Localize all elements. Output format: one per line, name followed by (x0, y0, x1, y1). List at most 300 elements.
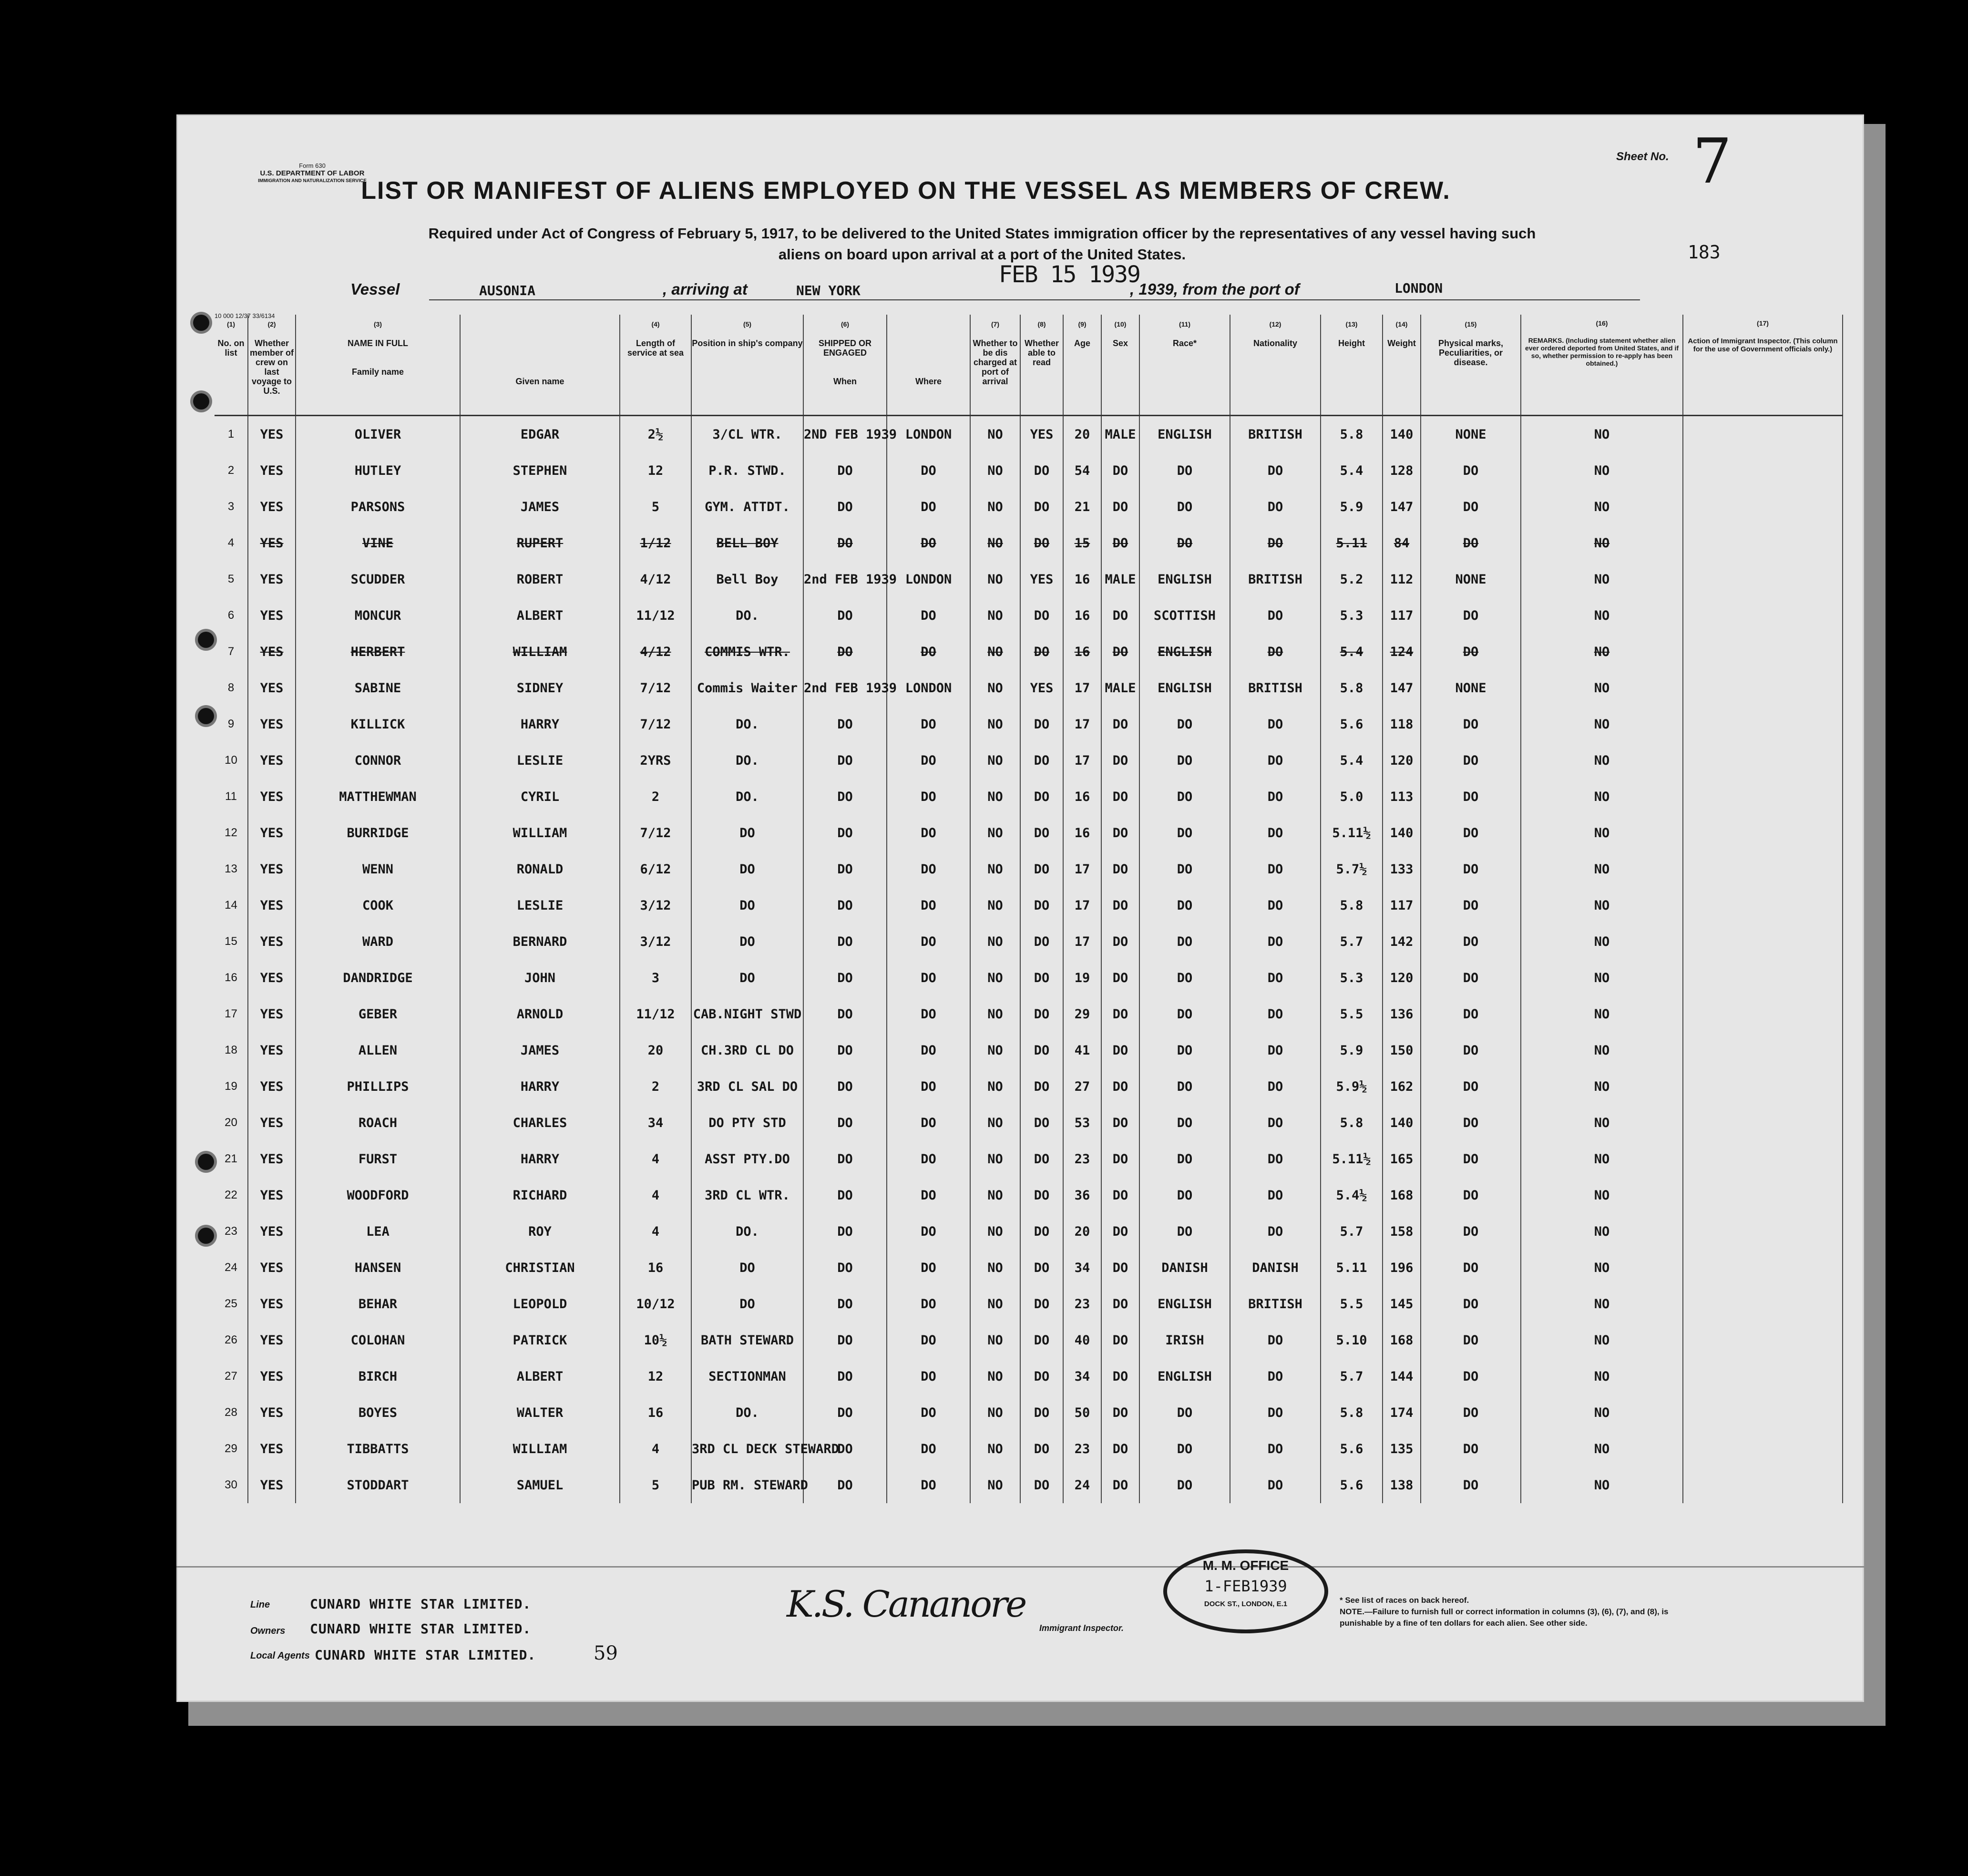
cell-height: 5.4 (1321, 452, 1383, 489)
cell-age: 34 (1063, 1358, 1101, 1394)
cell-given-name: SAMUEL (460, 1467, 620, 1503)
cell-able-to-read: DO (1020, 1394, 1063, 1431)
cell-last-voyage: YES (248, 1286, 296, 1322)
cell-length-of-service: 10/12 (620, 1286, 691, 1322)
cell-inspector-action (1683, 1213, 1843, 1250)
page-number: 183 (1688, 242, 1721, 263)
cell-shipped-where: DO (887, 815, 970, 851)
cell-shipped-when: DO (803, 634, 887, 670)
cell-inspector-action (1683, 670, 1843, 706)
cell-shipped-where: DO (887, 706, 970, 742)
cell-position: DO. (691, 742, 803, 779)
cell-physical-marks: DO (1421, 923, 1521, 960)
cell-physical-marks: NONE (1421, 670, 1521, 706)
table-row (215, 1177, 1843, 1213)
cell-weight: 117 (1383, 597, 1421, 634)
cell-given-name: HARRY (460, 706, 620, 742)
cell-inspector-action (1683, 561, 1843, 597)
cell-last-voyage: YES (248, 815, 296, 851)
cell-discharged: NO (970, 1358, 1020, 1394)
cell-sex: DO (1101, 1213, 1139, 1250)
cell-remarks: NO (1521, 1213, 1683, 1250)
cell-last-voyage: YES (248, 1467, 296, 1503)
cell-weight: 133 (1383, 851, 1421, 887)
cell-length-of-service: 7/12 (620, 706, 691, 742)
binder-hole (193, 315, 209, 331)
subtitle-line-2: aliens on board upon arrival at a port of the United States. (778, 246, 1186, 263)
cell-last-voyage: YES (248, 1322, 296, 1358)
cell-inspector-action (1683, 742, 1843, 779)
cell-physical-marks: DO (1421, 960, 1521, 996)
cell-race: DO (1139, 1431, 1230, 1467)
cell-inspector-action (1683, 1105, 1843, 1141)
cell-family-name: WARD (296, 923, 460, 960)
cell-height: 5.9½ (1321, 1068, 1383, 1105)
cell-nationality: DO (1230, 851, 1321, 887)
cell-weight: 165 (1383, 1141, 1421, 1177)
cell-nationality: BRITISH (1230, 416, 1321, 453)
cell-row-number: 1 (215, 416, 248, 453)
cell-position: BATH STEWARD (691, 1322, 803, 1358)
cell-age: 17 (1063, 706, 1101, 742)
cell-family-name: HANSEN (296, 1250, 460, 1286)
cell-sex: DO (1101, 742, 1139, 779)
cell-discharged: NO (970, 452, 1020, 489)
cell-race: DO (1139, 996, 1230, 1032)
cell-inspector-action (1683, 597, 1843, 634)
from-port: LONDON (1394, 280, 1443, 296)
cell-position: DO PTY STD (691, 1105, 803, 1141)
cell-able-to-read: DO (1020, 1431, 1063, 1467)
cell-inspector-action (1683, 452, 1843, 489)
cell-race: DO (1139, 1105, 1230, 1141)
cell-inspector-action (1683, 1286, 1843, 1322)
col-header-age: (9) Age (1063, 315, 1101, 416)
cell-discharged: NO (970, 851, 1020, 887)
cell-remarks: NO (1521, 887, 1683, 923)
cell-physical-marks: DO (1421, 779, 1521, 815)
cell-position: COMMIS WTR. (691, 634, 803, 670)
cell-able-to-read: DO (1020, 923, 1063, 960)
cell-able-to-read: DO (1020, 779, 1063, 815)
cell-age: 17 (1063, 887, 1101, 923)
cell-shipped-where: DO (887, 1032, 970, 1068)
cell-weight: 144 (1383, 1358, 1421, 1394)
cell-able-to-read: DO (1020, 597, 1063, 634)
cell-given-name: JAMES (460, 1032, 620, 1068)
table-row (215, 996, 1843, 1032)
cell-inspector-action (1683, 489, 1843, 525)
cell-shipped-when: DO (803, 525, 887, 561)
cell-length-of-service: 3 (620, 960, 691, 996)
cell-given-name: BERNARD (460, 923, 620, 960)
cell-physical-marks: DO (1421, 1286, 1521, 1322)
cell-race: ENGLISH (1139, 670, 1230, 706)
cell-sex: DO (1101, 779, 1139, 815)
cell-physical-marks: NONE (1421, 416, 1521, 453)
cell-physical-marks: DO (1421, 1177, 1521, 1213)
cell-length-of-service: 2 (620, 1068, 691, 1105)
cell-age: 29 (1063, 996, 1101, 1032)
cell-nationality: DO (1230, 525, 1321, 561)
cell-shipped-when: DO (803, 1177, 887, 1213)
cell-physical-marks: DO (1421, 1213, 1521, 1250)
agents-value: CUNARD WHITE STAR LIMITED. (315, 1647, 536, 1663)
cell-shipped-when: DO (803, 597, 887, 634)
cell-nationality: DO (1230, 887, 1321, 923)
cell-shipped-when: 2ND FEB 1939 (803, 416, 887, 453)
cell-shipped-where: DO (887, 1394, 970, 1431)
cell-physical-marks: DO (1421, 706, 1521, 742)
cell-length-of-service: 10½ (620, 1322, 691, 1358)
cell-shipped-when: DO (803, 706, 887, 742)
cell-inspector-action (1683, 960, 1843, 996)
cell-shipped-when: DO (803, 1032, 887, 1068)
cell-shipped-when: DO (803, 452, 887, 489)
cell-remarks: NO (1521, 561, 1683, 597)
cell-family-name: STODDART (296, 1467, 460, 1503)
table-row (215, 634, 1843, 670)
cell-remarks: NO (1521, 452, 1683, 489)
vessel-label: Vessel (350, 280, 400, 298)
cell-remarks: NO (1521, 1068, 1683, 1105)
cell-height: 5.7 (1321, 923, 1383, 960)
cell-given-name: CYRIL (460, 779, 620, 815)
cell-position: DO (691, 851, 803, 887)
cell-shipped-where: DO (887, 1358, 970, 1394)
cell-discharged: NO (970, 634, 1020, 670)
cell-able-to-read: YES (1020, 416, 1063, 453)
cell-shipped-when: 2nd FEB 1939 (803, 561, 887, 597)
cell-physical-marks: DO (1421, 742, 1521, 779)
cell-last-voyage: YES (248, 670, 296, 706)
table-row (215, 706, 1843, 742)
cell-shipped-when: DO (803, 996, 887, 1032)
cell-position: DO. (691, 779, 803, 815)
cell-weight: 140 (1383, 416, 1421, 453)
cell-discharged: NO (970, 742, 1020, 779)
cell-nationality: DO (1230, 815, 1321, 851)
cell-discharged: NO (970, 1177, 1020, 1213)
cell-physical-marks: DO (1421, 1141, 1521, 1177)
cell-sex: MALE (1101, 416, 1139, 453)
binder-hole (198, 708, 214, 724)
cell-nationality: DANISH (1230, 1250, 1321, 1286)
crew-rows (215, 416, 1843, 1504)
cell-inspector-action (1683, 634, 1843, 670)
cell-sex: DO (1101, 1068, 1139, 1105)
cell-position: DO (691, 960, 803, 996)
cell-sex: DO (1101, 1177, 1139, 1213)
cell-length-of-service: 1/12 (620, 525, 691, 561)
cell-position: DO (691, 1250, 803, 1286)
cell-inspector-action (1683, 1394, 1843, 1431)
cell-able-to-read: YES (1020, 561, 1063, 597)
cell-age: 17 (1063, 670, 1101, 706)
cell-length-of-service: 5 (620, 489, 691, 525)
cell-nationality: DO (1230, 1177, 1321, 1213)
cell-position: CH.3RD CL DO (691, 1032, 803, 1068)
cell-remarks: NO (1521, 489, 1683, 525)
cell-shipped-when: 2nd FEB 1939 (803, 670, 887, 706)
cell-race: DO (1139, 815, 1230, 851)
cell-length-of-service: 3/12 (620, 887, 691, 923)
owners-value: CUNARD WHITE STAR LIMITED. (310, 1621, 532, 1637)
cell-shipped-when: DO (803, 489, 887, 525)
cell-family-name: MONCUR (296, 597, 460, 634)
cell-sex: DO (1101, 1105, 1139, 1141)
cell-weight: 118 (1383, 706, 1421, 742)
cell-weight: 135 (1383, 1431, 1421, 1467)
cell-shipped-where: DO (887, 1141, 970, 1177)
col-header-nationality: (12) Nationality (1230, 315, 1321, 416)
cell-last-voyage: YES (248, 960, 296, 996)
race-note: * See list of races on back hereof. (1340, 1596, 1469, 1605)
cell-last-voyage: YES (248, 1250, 296, 1286)
cell-family-name: COLOHAN (296, 1322, 460, 1358)
col-header-race: (11) Race* (1139, 315, 1230, 416)
cell-last-voyage: YES (248, 1177, 296, 1213)
cell-age: 16 (1063, 815, 1101, 851)
cell-length-of-service: 4 (620, 1141, 691, 1177)
cell-able-to-read: DO (1020, 706, 1063, 742)
cell-last-voyage: YES (248, 923, 296, 960)
cell-height: 5.4½ (1321, 1177, 1383, 1213)
cell-given-name: WILLIAM (460, 1431, 620, 1467)
cell-able-to-read: DO (1020, 1467, 1063, 1503)
table-row (215, 742, 1843, 779)
cell-able-to-read: DO (1020, 851, 1063, 887)
cell-age: 50 (1063, 1394, 1101, 1431)
cell-family-name: WOODFORD (296, 1177, 460, 1213)
cell-able-to-read: DO (1020, 996, 1063, 1032)
cell-last-voyage: YES (248, 1213, 296, 1250)
table-row (215, 923, 1843, 960)
cell-shipped-where: DO (887, 597, 970, 634)
cell-row-number: 13 (215, 851, 248, 887)
cell-able-to-read: DO (1020, 1250, 1063, 1286)
cell-family-name: FURST (296, 1141, 460, 1177)
cell-row-number: 15 (215, 923, 248, 960)
cell-remarks: NO (1521, 1467, 1683, 1503)
cell-discharged: NO (970, 597, 1020, 634)
cell-discharged: NO (970, 815, 1020, 851)
cell-age: 17 (1063, 923, 1101, 960)
cell-nationality: DO (1230, 1213, 1321, 1250)
cell-age: 41 (1063, 1032, 1101, 1068)
cell-nationality: DO (1230, 634, 1321, 670)
cell-last-voyage: YES (248, 996, 296, 1032)
cell-discharged: NO (970, 1322, 1020, 1358)
col-header-inspector-action: (17) Action of Immigrant Inspector. (This column for the use of Government officials only.) (1683, 315, 1843, 416)
line-label: Line (250, 1599, 270, 1610)
cell-able-to-read: DO (1020, 489, 1063, 525)
cell-discharged: NO (970, 1141, 1020, 1177)
cell-height: 5.3 (1321, 597, 1383, 634)
cell-length-of-service: 20 (620, 1032, 691, 1068)
cell-remarks: NO (1521, 597, 1683, 634)
cell-shipped-when: DO (803, 1068, 887, 1105)
table-row (215, 1467, 1843, 1503)
cell-family-name: COOK (296, 887, 460, 923)
cell-length-of-service: 7/12 (620, 815, 691, 851)
cell-shipped-where: LONDON (887, 416, 970, 453)
cell-discharged: NO (970, 1213, 1020, 1250)
cell-row-number: 4 (215, 525, 248, 561)
cell-family-name: LEA (296, 1213, 460, 1250)
cell-nationality: DO (1230, 1068, 1321, 1105)
cell-remarks: NO (1521, 670, 1683, 706)
cell-nationality: DO (1230, 597, 1321, 634)
form-number: Form 630 (299, 162, 326, 169)
cell-weight: 128 (1383, 452, 1421, 489)
cell-row-number: 11 (215, 779, 248, 815)
cell-last-voyage: YES (248, 416, 296, 453)
table-row (215, 1105, 1843, 1141)
cell-given-name: WALTER (460, 1394, 620, 1431)
cell-given-name: EDGAR (460, 416, 620, 453)
cell-physical-marks: DO (1421, 1105, 1521, 1141)
cell-inspector-action (1683, 887, 1843, 923)
cell-weight: 174 (1383, 1394, 1421, 1431)
cell-nationality: DO (1230, 1394, 1321, 1431)
cell-weight: 168 (1383, 1322, 1421, 1358)
cell-length-of-service: 4 (620, 1213, 691, 1250)
cell-race: ENGLISH (1139, 1358, 1230, 1394)
cell-able-to-read: DO (1020, 1068, 1063, 1105)
cell-family-name: SCUDDER (296, 561, 460, 597)
cell-able-to-read: DO (1020, 525, 1063, 561)
cell-row-number: 10 (215, 742, 248, 779)
cell-able-to-read: DO (1020, 1032, 1063, 1068)
crew-table (215, 315, 1843, 1503)
cell-remarks: NO (1521, 1358, 1683, 1394)
cell-last-voyage: YES (248, 1068, 296, 1105)
cell-given-name: CHARLES (460, 1105, 620, 1141)
cell-row-number: 29 (215, 1431, 248, 1467)
cell-remarks: NO (1521, 706, 1683, 742)
cell-height: 5.2 (1321, 561, 1383, 597)
cell-nationality: BRITISH (1230, 561, 1321, 597)
cell-race: DO (1139, 1394, 1230, 1431)
cell-height: 5.8 (1321, 416, 1383, 453)
cell-physical-marks: DO (1421, 1322, 1521, 1358)
cell-sex: DO (1101, 887, 1139, 923)
cell-weight: 145 (1383, 1286, 1421, 1322)
department-name: U.S. DEPARTMENT OF LABOR (260, 169, 365, 177)
cell-age: 20 (1063, 416, 1101, 453)
cell-sex: DO (1101, 1467, 1139, 1503)
cell-race: ENGLISH (1139, 1286, 1230, 1322)
cell-family-name: TIBBATTS (296, 1431, 460, 1467)
cell-length-of-service: 16 (620, 1394, 691, 1431)
cell-position: 3RD CL WTR. (691, 1177, 803, 1213)
cell-nationality: DO (1230, 452, 1321, 489)
cell-position: GYM. ATTDT. (691, 489, 803, 525)
col-header-remarks: (16) REMARKS. (Including statement whether alien ever ordered deported from United States, and if so, whether permission to re-apply has been obtained.) (1521, 315, 1683, 416)
cell-shipped-when: DO (803, 1213, 887, 1250)
cell-race: DO (1139, 960, 1230, 996)
cell-length-of-service: 7/12 (620, 670, 691, 706)
cell-row-number: 20 (215, 1105, 248, 1141)
table-row (215, 887, 1843, 923)
col-header-weight: (14) Weight (1383, 315, 1421, 416)
cell-shipped-where: DO (887, 1467, 970, 1503)
cell-nationality: BRITISH (1230, 1286, 1321, 1322)
cell-family-name: MATTHEWMAN (296, 779, 460, 815)
cell-shipped-where: DO (887, 779, 970, 815)
inspector-label: Immigrant Inspector. (1039, 1623, 1124, 1633)
cell-sex: DO (1101, 923, 1139, 960)
table-row (215, 960, 1843, 996)
cell-able-to-read: DO (1020, 1322, 1063, 1358)
cell-inspector-action (1683, 851, 1843, 887)
cell-race: ENGLISH (1139, 634, 1230, 670)
cell-given-name: CHRISTIAN (460, 1250, 620, 1286)
cell-shipped-where: DO (887, 634, 970, 670)
col-header-position: (5) Position in ship's company (691, 315, 803, 416)
cell-family-name: BOYES (296, 1394, 460, 1431)
cell-row-number: 18 (215, 1032, 248, 1068)
cell-given-name: PATRICK (460, 1322, 620, 1358)
cell-given-name: LESLIE (460, 742, 620, 779)
cell-remarks: NO (1521, 996, 1683, 1032)
agents-label: Local Agents (250, 1650, 310, 1661)
cell-discharged: NO (970, 561, 1020, 597)
cell-discharged: NO (970, 1250, 1020, 1286)
table-row (215, 561, 1843, 597)
cell-shipped-where: DO (887, 996, 970, 1032)
cell-family-name: PARSONS (296, 489, 460, 525)
cell-last-voyage: YES (248, 525, 296, 561)
cell-nationality: DO (1230, 706, 1321, 742)
cell-length-of-service: 11/12 (620, 996, 691, 1032)
cell-row-number: 7 (215, 634, 248, 670)
cell-able-to-read: DO (1020, 960, 1063, 996)
cell-physical-marks: DO (1421, 887, 1521, 923)
cell-nationality: DO (1230, 1322, 1321, 1358)
cell-shipped-where: DO (887, 887, 970, 923)
cell-age: 21 (1063, 489, 1101, 525)
cell-shipped-when: DO (803, 1105, 887, 1141)
cell-height: 5.9 (1321, 1032, 1383, 1068)
cell-position: DO. (691, 1213, 803, 1250)
cell-physical-marks: DO (1421, 815, 1521, 851)
cell-discharged: NO (970, 489, 1020, 525)
col-header-no: (1) No. on list (215, 315, 248, 416)
cell-height: 5.10 (1321, 1322, 1383, 1358)
cell-physical-marks: NONE (1421, 561, 1521, 597)
cell-given-name: ALBERT (460, 1358, 620, 1394)
table-row (215, 416, 1843, 453)
cell-race: DO (1139, 1467, 1230, 1503)
cell-age: 24 (1063, 1467, 1101, 1503)
col-header-given-name: Given name (460, 315, 620, 416)
table-row (215, 489, 1843, 525)
cell-family-name: CONNOR (296, 742, 460, 779)
cell-physical-marks: DO (1421, 1467, 1521, 1503)
cell-weight: 112 (1383, 561, 1421, 597)
cell-shipped-where: DO (887, 851, 970, 887)
cell-weight: 147 (1383, 489, 1421, 525)
cell-shipped-where: DO (887, 1068, 970, 1105)
cell-shipped-where: LONDON (887, 670, 970, 706)
cell-shipped-where: DO (887, 1105, 970, 1141)
cell-height: 5.4 (1321, 634, 1383, 670)
cell-age: 17 (1063, 851, 1101, 887)
cell-able-to-read: DO (1020, 1213, 1063, 1250)
cell-shipped-when: DO (803, 923, 887, 960)
